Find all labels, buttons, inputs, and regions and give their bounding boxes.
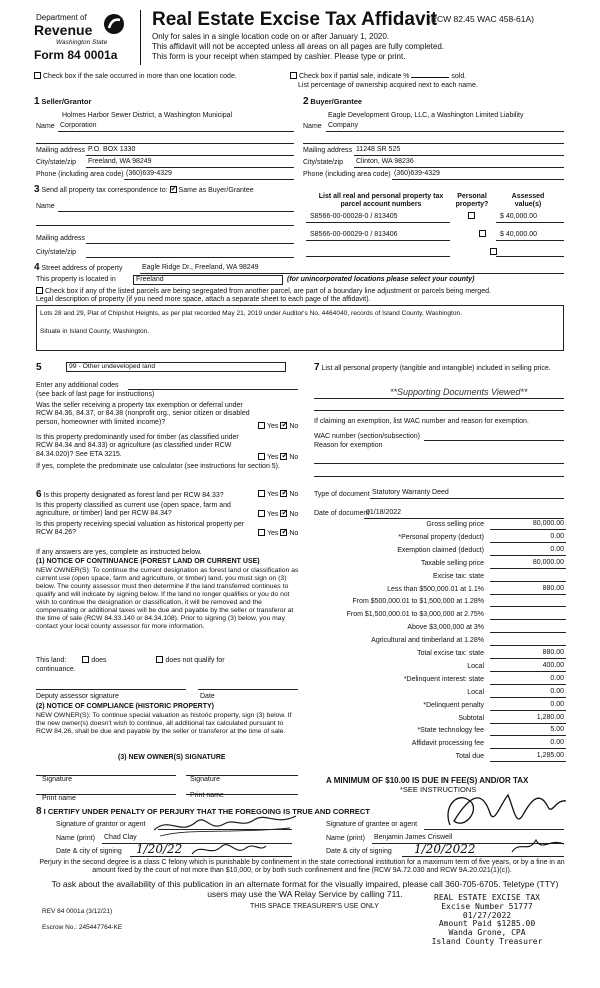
rev-number: REV 84 0001a (3/12/21) xyxy=(42,908,113,915)
buyer-name-label: Name xyxy=(303,123,322,130)
tax-row-label: *State technology fee xyxy=(417,727,484,735)
unincorporated-note: (for unincorporated locations please select your county) xyxy=(287,276,475,283)
date-scribble-2 xyxy=(508,834,568,858)
seller-name-label: Name xyxy=(36,123,55,130)
tax-row-label: Excise tax: state xyxy=(433,572,484,580)
tax-row-line xyxy=(490,555,566,556)
stamp-line1: REAL ESTATE EXCISE TAX xyxy=(434,893,540,902)
tax-row-label: Less than $500,000.01 at 1.1% xyxy=(387,585,484,593)
section7-text: 7 List all personal property (tangible and intangible) included in selling price. xyxy=(314,362,551,373)
assessed-1[interactable]: $ 40,000.00 xyxy=(500,213,537,220)
tax-row-value[interactable]: 0.00 xyxy=(550,687,564,695)
timber-question: Is this property predominantly used for timber (as classified under RCW 84.34 and 84.33) or agriculture (as classified under RCW 84.34.020)? See ETA 3215. xyxy=(36,434,239,458)
dept-line2: Revenue xyxy=(34,22,93,38)
notice2-text: NEW OWNER(S): To continue special valuation as historic property, sign (3) below. If the new owner(s) doesn't wish to continue, all additional tax calculated pursuant to RCW 84.26, shall be due and payable by the seller or transferor at the time of sale. xyxy=(36,712,292,735)
seller-mailing-label: Mailing address xyxy=(36,147,86,154)
tax-row-value[interactable]: 880.00 xyxy=(542,584,564,592)
tax-row-line xyxy=(490,542,566,543)
q1-no-checkbox[interactable] xyxy=(280,422,287,429)
tax-row-value[interactable]: 0.00 xyxy=(550,739,564,747)
tax-row-value[interactable]: 5.00 xyxy=(550,726,564,734)
minimum-fee-note: A MINIMUM OF $10.00 IS DUE IN FEE(S) AND/OR TAX xyxy=(326,776,529,785)
alt-format-note: To ask about the availability of this publication in an alternate format for the visually impaired, please call 360-705-6705. Teletype (TTY) users may use the WA Relay Service by calling 711. xyxy=(51,879,559,900)
owner-print-label-1: Print name xyxy=(42,795,76,802)
header-line3: This form is your receipt when stamped by cashier. Please type or print. xyxy=(152,52,406,61)
form-number: Form 84 0001a xyxy=(34,48,118,62)
tax-row-line xyxy=(490,658,566,659)
header-line2: This affidavit will not be accepted unless all areas on all pages are fully completed. xyxy=(152,42,445,51)
notice3-title: (3) NEW OWNER(S) SIGNATURE xyxy=(118,754,226,761)
buyer-mailing-label: Mailing address xyxy=(303,147,353,154)
buyer-city-label: City/state/zip xyxy=(303,159,344,166)
s6-q3-no-checkbox[interactable] xyxy=(280,529,287,536)
legal-line2: Situate in Island County, Washington. xyxy=(40,328,150,335)
s6-q1-yes-no: Yes ✓ No xyxy=(258,490,298,499)
additional-codes-label: Enter any additional codes xyxy=(36,382,119,389)
deputy-sig-label: Deputy assessor signature xyxy=(36,693,119,700)
tax-row-line xyxy=(490,710,566,711)
tax-row-line xyxy=(490,632,566,633)
grantee-name-label: Name (print) xyxy=(326,835,365,842)
reason-label: Reason for exemption xyxy=(314,442,383,449)
owner-sig-label-2: Signature xyxy=(190,776,220,783)
buyer-phone-label: Phone (including area code) xyxy=(303,171,391,178)
does-checkbox[interactable] xyxy=(82,656,89,663)
tax-row-label: Taxable selling price xyxy=(420,559,484,567)
seller-name-line2[interactable]: Corporation xyxy=(60,122,97,129)
buyer-city[interactable]: Clinton, WA 98236 xyxy=(356,158,414,165)
partial-sale-label: Check box if partial sale, indicate % xyxy=(299,73,410,80)
seller-mailing[interactable]: P.O. BOX 1330 xyxy=(88,146,136,153)
predominant-use-note: If yes, complete the predominate use calculator (see instructions for section 5). xyxy=(36,463,280,470)
tax-row-line xyxy=(490,671,566,672)
grantee-name[interactable]: Benjamin James Criswell xyxy=(374,834,453,841)
buyer-phone[interactable]: (360)639-4329 xyxy=(394,170,440,177)
tax-row-label: From $500,000.01 to $1,500,000 at 1.28% xyxy=(352,598,484,606)
tax-row-value[interactable]: 0.00 xyxy=(550,532,564,540)
grantor-sig-label: Signature of grantor or agent xyxy=(56,821,146,828)
tax-row-label: Local xyxy=(467,688,484,696)
grantor-date-label: Date & city of signing xyxy=(56,848,122,855)
grantee-date[interactable]: 1/20/2022 xyxy=(414,842,476,856)
does-not-checkbox[interactable] xyxy=(156,656,163,663)
parcel-col-header: List all real and personal property tax parcel account numbers xyxy=(318,193,444,209)
personal-property-2-checkbox[interactable] xyxy=(479,230,486,237)
tax-row-line xyxy=(490,529,566,530)
tax-row-line xyxy=(490,594,566,595)
tax-row-label: Exemption claimed (deduct) xyxy=(397,546,484,554)
s6-q2-yes-no: Yes ✓ No xyxy=(258,510,298,519)
assessed-2[interactable]: $ 40,000.00 xyxy=(500,231,537,238)
multi-location-checkbox[interactable] xyxy=(34,72,41,79)
buyer-heading: 2 Buyer/Grantee xyxy=(303,96,363,107)
corr-mailing-label: Mailing address xyxy=(36,235,86,242)
deputy-date-label: Date xyxy=(200,693,215,700)
tax-row-line xyxy=(490,645,566,646)
treasurer-use-label: THIS SPACE TREASURER'S USE ONLY xyxy=(250,903,379,910)
tax-row-label: Agricultural and timberland at 1.28% xyxy=(371,637,484,645)
forest-question-row: 6 Is this property designated as forest land per RCW 84.33? xyxy=(36,489,224,500)
s6-q1-no-checkbox[interactable] xyxy=(280,490,287,497)
tax-row-label: Local xyxy=(467,662,484,670)
if-any-note: If any answers are yes, complete as instructed below. xyxy=(36,549,202,556)
tax-row-line xyxy=(490,697,566,698)
tax-row-line xyxy=(490,684,566,685)
doc-date-label: Date of document xyxy=(314,510,370,517)
doc-type[interactable]: Statutory Warranty Deed xyxy=(372,489,449,496)
tax-row-label: *Delinquent interest: state xyxy=(403,675,484,683)
buyer-name-line2[interactable]: Company xyxy=(328,122,358,129)
property-street[interactable]: Eagle Ridge Dr., Freeland, WA 98249 xyxy=(142,264,259,271)
certify-row: 8 I CERTIFY UNDER PENALTY OF PERJURY THAT THE FOREGOING IS TRUE AND CORRECT xyxy=(36,806,370,817)
see-back-note: (see back of last page for instructions) xyxy=(36,391,155,398)
tax-row-label: Above $3,000,000 at 3% xyxy=(407,624,484,632)
legal-line1: Lots 28 and 29, Plat of Chipshot Heights, as per plat recorded May 21, 2019 under Auditor's No. 4464040, records of Island County, Washington. xyxy=(40,310,463,317)
rcw-ref: (RCW 82.45 WAC 458-61A) xyxy=(428,14,534,24)
exemption-label: If claiming an exemption, list WAC number and reason for exemption. xyxy=(314,418,529,425)
seller-city-label: City/state/zip xyxy=(36,159,77,166)
seller-heading: 1 Seller/Grantor xyxy=(34,96,92,107)
stamp-line5: Wanda Grone, CPA xyxy=(448,928,526,938)
corr-name-label: Name xyxy=(36,203,55,210)
grantor-signature-scribble xyxy=(150,806,300,840)
sold-label: sold. xyxy=(451,73,467,80)
tax-row-line xyxy=(490,568,566,569)
partial-sale-row xyxy=(290,72,466,81)
s6-q1-yes-checkbox[interactable] xyxy=(258,490,265,497)
buyer-name-line1: Eagle Development Group, LLC, a Washington Limited Liability xyxy=(328,112,524,119)
tax-row-value[interactable]: 400.00 xyxy=(542,661,564,669)
s6-q3-yes-checkbox[interactable] xyxy=(258,529,265,536)
tax-row-value[interactable]: 0.00 xyxy=(550,700,564,708)
q2-yes-checkbox[interactable] xyxy=(258,453,265,460)
header-line1: Only for sales in a single location code on or after January 1, 2020. xyxy=(152,32,390,41)
tax-row-line xyxy=(490,735,566,736)
owner-print-label-2: Print name xyxy=(190,792,224,799)
list-pct-note: List percentage of ownership acquired next to each name. xyxy=(298,82,478,89)
exemption-question: Was the seller receiving a property tax exemption or deferral under RCW 84.36, 84.37, or 84.38 (nonprofit org., senior citizen or disabled person, homeowner with limited income)? xyxy=(36,402,250,426)
current-use-question: Is this property classified as current use (open space, farm and agriculture, or timber) land per RCW 84.34? xyxy=(36,502,231,518)
grantee-signature-scribble xyxy=(420,785,570,841)
tax-row-value[interactable]: 0.00 xyxy=(550,674,564,682)
section5-num: 5 xyxy=(36,362,42,373)
parcel-2[interactable]: S8566-00-00029-0 / 813406 xyxy=(310,231,398,238)
grantor-name[interactable]: Chad Clay xyxy=(104,834,137,841)
legal-label: Legal description of property (if you need more space, attach a separate sheet to each page of the affidavit). xyxy=(36,296,371,303)
wac-label: WAC number (section/subsection) xyxy=(314,433,420,440)
stamp-line6: Island County Treasurer xyxy=(431,936,543,946)
notice2-title: (2) NOTICE OF COMPLIANCE (HISTORIC PROPERTY) xyxy=(36,703,214,710)
segregated-checkbox[interactable] xyxy=(36,287,43,294)
grantor-date[interactable]: 1/20/22 xyxy=(136,842,183,856)
land-use-code[interactable]: 99 - Other undeveloped land xyxy=(66,362,286,372)
tax-row-label: *Delinquent penalty xyxy=(423,701,484,709)
parcel-1[interactable]: S8566-00-00028-0 / 813405 xyxy=(310,213,398,220)
seller-phone[interactable]: (360)639-4329 xyxy=(126,170,172,177)
tax-row-label: *Personal property (deduct) xyxy=(398,533,484,541)
same-as-buyer-checkbox[interactable] xyxy=(170,186,177,193)
tax-row-value[interactable]: 80,000.00 xyxy=(532,520,564,527)
segregated-row: Check box if any of the listed parcels are being segregated from another parcel, are part of a boundary line adjustment or parcels being merged. xyxy=(36,287,491,296)
tax-row-label: From $1,500,000.01 to $3,000,000 at 2.75% xyxy=(346,611,484,619)
located-select[interactable]: Freeland xyxy=(133,275,283,285)
treasurer-stamp xyxy=(402,894,572,947)
stamp-line3: 01/27/2022 xyxy=(462,910,512,920)
doc-type-label: Type of document xyxy=(314,491,370,498)
tax-row-value[interactable]: 1,280.00 xyxy=(536,713,564,721)
tax-row-label: Gross selling price xyxy=(426,521,484,528)
supporting-docs-note: **Supporting Documents Viewed** xyxy=(390,387,528,397)
dept-line3: Washington State xyxy=(56,39,108,46)
s6-q2-no-checkbox[interactable] xyxy=(280,510,287,517)
multi-location-row xyxy=(34,72,237,81)
tax-row-label: Total due xyxy=(455,753,484,761)
buyer-mailing[interactable]: 11248 SR 525 xyxy=(356,146,401,153)
doc-date[interactable]: 01/18/2022 xyxy=(366,509,402,516)
seller-city[interactable]: Freeland, WA 98249 xyxy=(88,158,152,165)
seller-name-line1: Holmes Harbor Sewer District, a Washington Municipal xyxy=(62,112,233,119)
correspondence-heading: 3 Send all property tax correspondence to: ✓ Same as Buyer/Grantee xyxy=(34,184,254,196)
q1-yes-no: Yes ✓ No xyxy=(258,422,298,431)
assessed-col-header: Assessed value(s) xyxy=(511,193,545,209)
q2-no-checkbox[interactable] xyxy=(280,453,287,460)
notice1-title: (1) NOTICE OF CONTINUANCE (FOREST LAND OR CURRENT USE) xyxy=(36,558,260,565)
continuance-label: continuance. xyxy=(36,666,76,673)
date-scribble xyxy=(188,838,268,860)
historic-question: Is this property receiving special valuation as historical property per RCW 84.26? xyxy=(36,521,245,537)
perjury-notice: Perjury in the second degree is a class C felony which is punishable by confinement in the state correctional institution for a maximum term of five years, or by a fine in an amount fixed by the court of not more than $10,000, or by both such confinement and fine (RCW 9A.72.030 and RCW 9A.20.021(1)(c)). xyxy=(39,859,565,875)
dept-line1: Department of xyxy=(36,13,87,22)
personal-property-3-checkbox[interactable] xyxy=(490,248,497,255)
personal-property-1-checkbox[interactable] xyxy=(468,212,475,219)
stamp-line2: Excise Number 51777 xyxy=(441,901,533,911)
this-land-row: This land: does does not qualify for xyxy=(36,657,225,664)
dor-swirl-icon xyxy=(103,13,125,35)
tax-row-value[interactable]: 880.00 xyxy=(542,649,564,656)
tax-row-line xyxy=(490,619,566,620)
multi-location-label: Check box if the sale occurred in more than one location code. xyxy=(43,73,237,80)
escrow-number: Escrow No.: 245447764-KE xyxy=(42,924,123,931)
grantee-date-label: Date & city of signing xyxy=(326,848,392,855)
notice1-text: NEW OWNER(S): To continue the current designation as forest land or classification as current use (open space, farm and agriculture, or timber) land, you must sign on (3) below. The county assessor must then determine if the land transferred continues to qualify and will indicate by signing below. If the land no longer qualifies or you do not wish to continue the designation or classification, it will be removed and the compensating or additional taxes will be due and payable by the seller or transferor at the time of sale (RCW 84.33.140 or 84.34.108). Prior to signing (3) below, you may contact your local county assessor for more information. xyxy=(36,567,299,630)
tax-row-line xyxy=(490,761,566,762)
tax-row-label: Total excise tax: state xyxy=(417,650,484,657)
property-street-row: 4 Street address of property xyxy=(34,262,123,273)
grantor-name-label: Name (print) xyxy=(56,835,95,842)
header-divider xyxy=(140,10,141,65)
legal-description-box[interactable] xyxy=(36,305,564,351)
q1-yes-checkbox[interactable] xyxy=(258,422,265,429)
tax-row-line xyxy=(490,723,566,724)
tax-row-line xyxy=(490,581,566,582)
partial-sale-checkbox[interactable] xyxy=(290,72,297,79)
stamp-line4: Amount Paid $1285.00 xyxy=(438,919,536,929)
grantee-sig-label: Signature of grantee or agent xyxy=(326,821,418,828)
tax-row-label: Subtotal xyxy=(458,714,484,722)
tax-row-line xyxy=(490,606,566,607)
tax-row-value[interactable]: 1,285.00 xyxy=(536,752,564,760)
see-instructions-note: *SEE INSTRUCTIONS xyxy=(400,785,477,794)
q2-yes-no: Yes ✓ No xyxy=(258,453,298,462)
tax-row-value[interactable]: 0.00 xyxy=(550,545,564,553)
personal-col-header: Personal property? xyxy=(455,193,489,209)
tax-row-label: Affidavit processing fee xyxy=(411,740,484,748)
corr-city-label: City/state/zip xyxy=(36,249,77,256)
tax-row-line xyxy=(490,748,566,749)
tax-row-value[interactable]: 80,000.00 xyxy=(532,558,564,566)
s6-q3-yes-no: Yes ✓ No xyxy=(258,529,298,538)
owner-sig-label-1: Signature xyxy=(42,776,72,783)
located-label: This property is located in xyxy=(36,276,116,283)
seller-phone-label: Phone (including area code) xyxy=(36,171,124,178)
s6-q2-yes-checkbox[interactable] xyxy=(258,510,265,517)
page-title: Real Estate Excise Tax Affidavit xyxy=(152,9,438,30)
